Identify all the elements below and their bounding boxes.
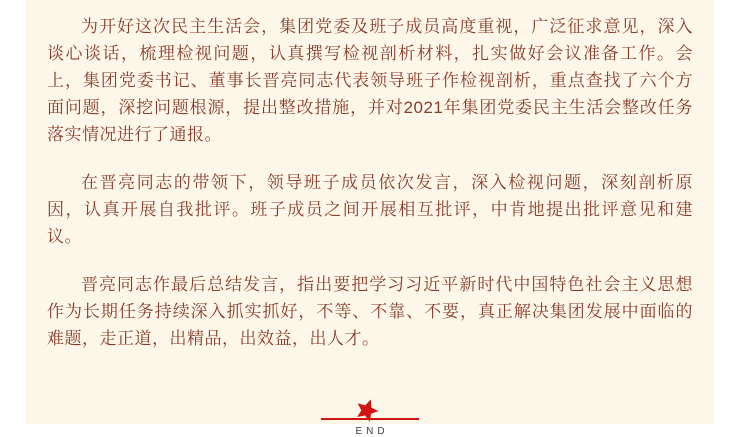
article-page [26,0,714,437]
star-icon [353,396,383,425]
end-divider-line [321,418,419,420]
end-label: END [355,426,389,437]
paragraph-3: 晋亮同志作最后总结发言，指出要把学习习近平新时代中国特色社会主义思想作为长期任务持续深入抓实抓好，不等、不靠、不要，真正解决集团发展中面临的难题，走正道，出精品，出效益，出人才。 [47,275,693,348]
end-marker [47,418,693,437]
paragraph-2: 在晋亮同志的带领下，领导班子成员依次发言，深入检视问题，深刻剖析原因，认真开展自我批评。班子成员之间开展相互批评，中肯地提出批评意见和建议。 [47,173,693,246]
article-body [47,13,693,352]
paragraph-1: 为开好这次民主生活会，集团党委及班子成员高度重视，广泛征求意见，深入谈心谈话，梳理检视问题，认真撰写检视剖析材料，扎实做好会议准备工作。会上，集团党委书记、董事长晋亮同志代表领导班子作检视剖析，重点查找了六个方面问题，深挖问题根源，提出整改措施，并对2021年集团党委民主生活会整改任务落实情况进行了通报。 [47,17,693,144]
